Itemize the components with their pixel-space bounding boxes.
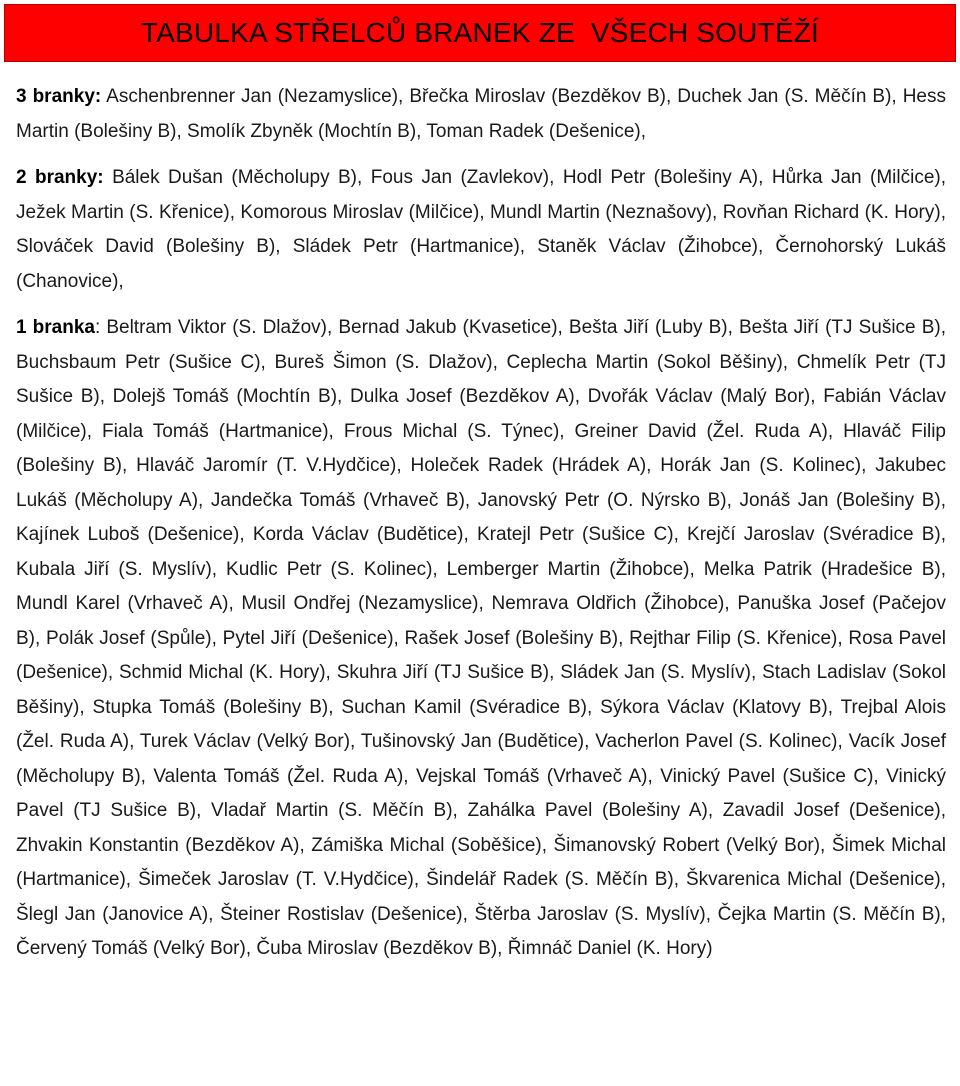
section-text: : Beltram Viktor (S. Dlažov), Bernad Jakub (Kvasetice), Bešta Jiří (Luby B), Bešta Jiří (TJ Sušice B), Buchsbaum Petr (Sušice C), Bureš Šimon (S. Dlažov), Ceplecha Martin (Sokol Běšiny), Chmelík Petr (TJ Sušice B), Dolejš Tomáš (Mochtín B), Dulka Josef (Bezděkov A), Dvořák Václav (Malý Bor), Fabián Václav (Milčice), Fiala Tomáš (Hartmanice), Frous Michal (S. Týnec), Greiner David (Žel. Ruda A), Hlaváč Filip (Bolešiny B), Hlaváč Jaromír (T. V.Hydčice), Holeček Radek (Hrádek A), Horák Jan (S. Kolinec), Jakubec Lukáš (Měcholupy A), Jandečka Tomáš (Vrhaveč B), Janovský Petr (O. Nýrsko B), Jonáš Jan (Bolešiny B), Kajínek Luboš (Dešenice), Korda Václav (Budětice), Kratejl Petr (Sušice C), Krejčí Jaroslav (Svéradice B), Kubala Jiří (S. Myslív), Kudlic Petr (S. Kolinec), Lemberger Martin (Žihobce), Melka Patrik (Hradešice B), Mundl Karel (Vrhaveč A), Musil Ondřej (Nezamyslice), Nemrava Oldřich (Žihobce), Panuška Josef (Pačejov B), Polák Josef (Spůle), Pytel Jiří (Dešenice), Rašek Josef (Bolešiny B), Rejthar Filip (S. Křenice), Rosa Pavel (Dešenice), Schmid Michal (K. Hory), Skuhra Jiří (TJ Sušice B), Sládek Jan (S. Myslív), Stach Ladislav (Sokol Běšiny), Stupka Tomáš (Bolešiny B), Suchan Kamil (Svéradice B), Sýkora Václav (Klatovy B), Trejbal Alois (Žel. Ruda A), Turek Václav (Velký Bor), Tušinovský Jan (Budětice), Vacherlon Pavel (S. Kolinec), Vacík Josef (Měcholupy B), Valenta Tomáš (Žel. Ruda A), Vejskal Tomáš (Vrhaveč A), Vinický Pavel (Sušice C), Vinický Pavel (TJ Sušice B), Vladař Martin (S. Měčín B), Zahálka Pavel (Bolešiny A), Zavadil Josef (Dešenice), Zhvakin Konstantin (Bezděkov A), Zámiška Michal (Soběšice), Šimanovský Robert (Velký Bor), Šimek Michal (Hartmanice), Šimeček Jaroslav (T. V.Hydčice), Šindelář Radek (S. Měčín B), Škvarenica Michal (Dešenice), Šlegl Jan (Janovice A), Šteiner Rostislav (Dešenice), Štěrba Jaroslav (S. Myslív), Čejka Martin (S. Měčín B), Červený Tomáš (Velký Bor), Čuba Miroslav (Bezděkov B), Řimnáč Daniel (K. Hory) [16, 317, 946, 959]
scorers-list [16, 80, 946, 979]
page-title: TABULKA STŘELCŮ BRANEK ZE VŠECH SOUTĚŽÍ [140, 17, 820, 48]
section-text: Aschenbrenner Jan (Nezamyslice), Břečka Miroslav (Bezděkov B), Duchek Jan (S. Měčín B), Hess Martin (Bolešiny B), Smolík Zbyněk (Mochtín B), Toman Radek (Dešenice), [16, 86, 946, 142]
section-label: 3 branky: [16, 86, 102, 107]
section-1-goal [16, 311, 946, 967]
section-label: 1 branka [16, 317, 95, 338]
section-text: Bálek Dušan (Měcholupy B), Fous Jan (Zavlekov), Hodl Petr (Bolešiny A), Hůrka Jan (Milčice), Ježek Martin (S. Křenice), Komorous Miroslav (Milčice), Mundl Martin (Neznašovy), Rovňan Richard (K. Hory), Slováček David (Bolešiny B), Sládek Petr (Hartmanice), Staněk Václav (Žihobce), Černohorský Lukáš (Chanovice), [16, 167, 947, 292]
title-banner [4, 4, 956, 62]
section-2-goals [16, 161, 946, 299]
section-label: 2 branky: [16, 167, 104, 188]
section-3-goals [16, 80, 946, 149]
